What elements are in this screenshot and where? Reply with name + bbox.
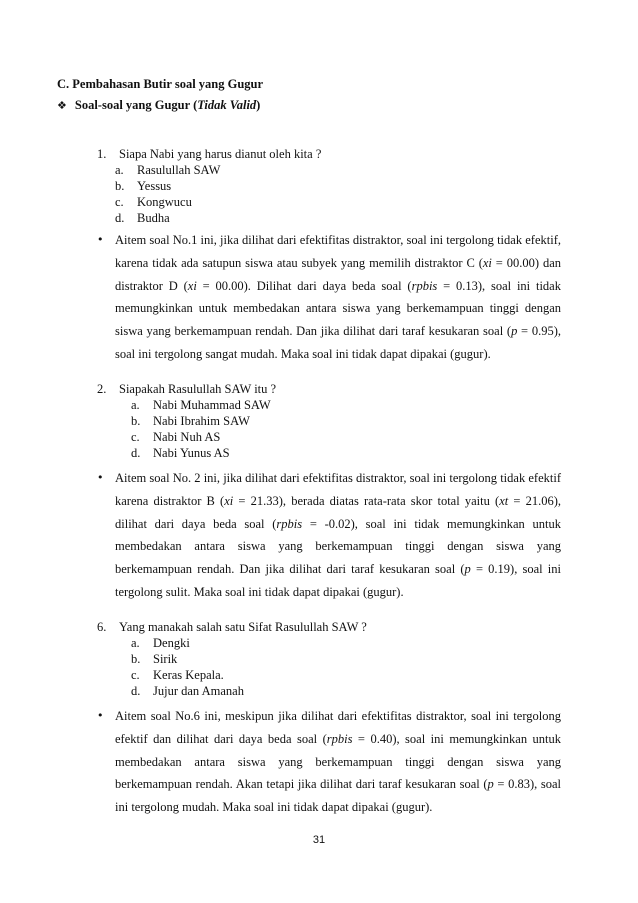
bullet-icon: • xyxy=(97,471,104,484)
subtitle xyxy=(57,98,260,113)
diamond-bullet-icon: ❖ xyxy=(57,99,67,112)
option-b: b. Yessus xyxy=(115,179,172,193)
option-b: b. Nabi Ibrahim SAW xyxy=(131,414,250,428)
question-number: 6. xyxy=(97,620,107,634)
question-6 xyxy=(97,619,367,699)
analysis-paragraph-6 xyxy=(97,705,561,819)
question-text: Siapakah Rasulullah SAW itu ? xyxy=(119,382,277,396)
option-a: a. Rasulullah SAW xyxy=(115,163,221,177)
analysis-paragraph-1 xyxy=(97,229,561,366)
subtitle-text: Soal-soal yang Gugur (Tidak Valid) xyxy=(74,98,261,112)
paragraph-text: Aitem soal No. 2 ini, jika dilihat dari efektifitas distraktor, soal ini tergolong tidak efektif karena distraktor B (xi = 21.33), berada diatas rata-rata skor total yaitu (xt = 21.06), dilihat dari daya beda soal (rpbis = -0.02), soal ini tidak memungkinkan untuk membedakan antara siswa yang berkemampuan tinggi dengan siswa yang berkemampuan rendah. Dan jika dilihat dari taraf kesukaran soal (p = 0.19), soal ini tergolong sulit. Maka soal ini tidak dapat dipakai (gugur). xyxy=(115,471,562,599)
question-number: 1. xyxy=(97,147,107,161)
page-number: 31 xyxy=(312,834,326,846)
question-2 xyxy=(97,381,276,461)
option-b: b. Sirik xyxy=(131,652,178,666)
bullet-icon: • xyxy=(97,233,104,246)
option-d: d. Jujur dan Amanah xyxy=(131,684,244,698)
question-1 xyxy=(97,146,321,226)
option-d: d. Budha xyxy=(115,211,170,225)
option-d: d. Nabi Yunus AS xyxy=(131,446,230,460)
analysis-paragraph-2 xyxy=(97,467,561,604)
question-text: Yang manakah salah satu Sifat Rasulullah SAW ? xyxy=(119,620,367,634)
options-list xyxy=(97,397,276,461)
option-c: c. Nabi Nuh AS xyxy=(131,430,221,444)
option-c: c. Keras Kepala. xyxy=(131,668,224,682)
paragraph-text: Aitem soal No.1 ini, jika dilihat dari efektifitas distraktor, soal ini tergolong tidak efektif, karena tidak ada satupun siswa atau subyek yang memilih distraktor C (xi = 00.00) dan distraktor D (xi = 00.00). Dilihat dari daya beda soal (rpbis = 0.13), soal ini tidak memungkinkan untuk membedakan antara siswa yang berkemampuan tinggi dengan siswa yang berkemampuan rendah. Dan jika dilihat dari taraf kesukaran soal (p = 0.95), soal ini tergolong sangat mudah. Maka soal ini tidak dapat dipakai (gugur). xyxy=(115,233,561,361)
question-number: 2. xyxy=(97,382,107,396)
question-text: Siapa Nabi yang harus dianut oleh kita ? xyxy=(119,147,322,161)
option-a: a. Dengki xyxy=(131,636,190,650)
option-c: c. Kongwucu xyxy=(115,195,192,209)
option-a: a. Nabi Muhammad SAW xyxy=(131,398,271,412)
bullet-icon: • xyxy=(97,709,104,722)
paragraph-text: Aitem soal No.6 ini, meskipun jika dilihat dari efektifitas distraktor, soal ini tergolong efektif dan dilihat dari daya beda soal (rpbis = 0.40), soal ini memungkinkan untuk membedakan antara siswa yang berkemampuan tinggi dengan siswa yang berkemampuan rendah. Akan tetapi jika dilihat dari taraf kesukaran soal (p = 0.83), soal ini tergolong mudah. Maka soal ini tidak dapat dipakai (gugur). xyxy=(115,709,562,815)
options-list xyxy=(97,635,367,699)
section-title: C. Pembahasan Butir soal yang Gugur xyxy=(57,77,264,91)
options-list xyxy=(97,162,321,226)
